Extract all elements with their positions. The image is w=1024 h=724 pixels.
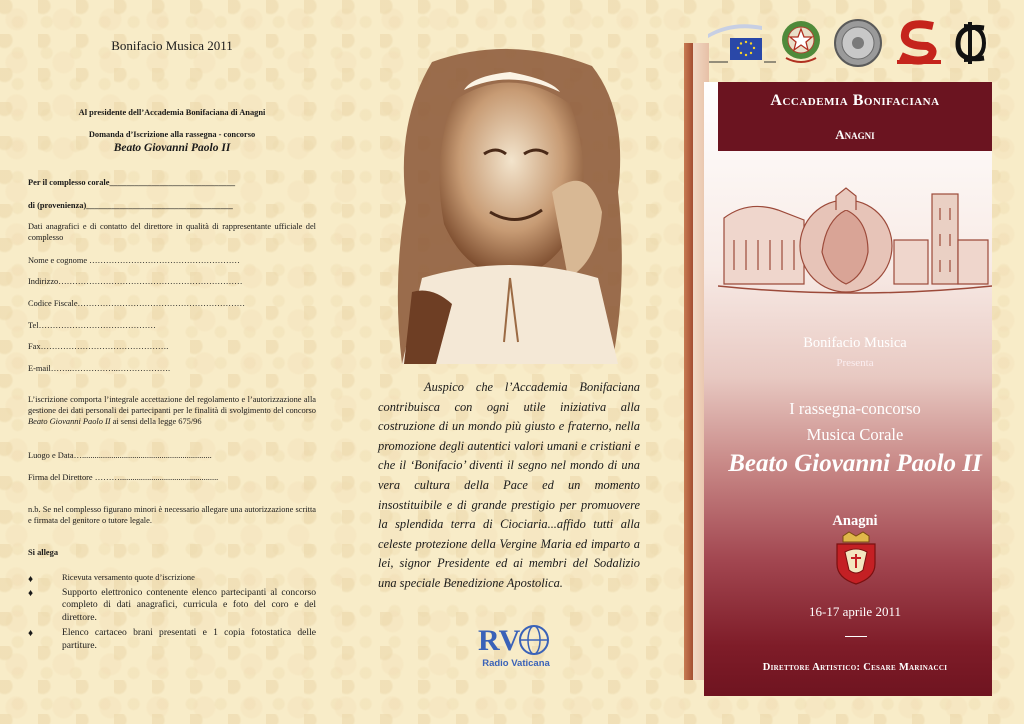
presenter-name: Bonifacio Musica xyxy=(803,335,907,351)
radio-vaticana-logo xyxy=(476,622,556,670)
addressee-line: Al presidente dell’Accademia Bonifaciana di Anagni xyxy=(78,108,266,117)
consent-text xyxy=(28,395,316,428)
red-s-logo-icon xyxy=(893,18,945,68)
director-intro: Dati anagrafici e di contatto del direttore in qualità di rappresentante ufficiale del complesso xyxy=(28,222,316,242)
tel-field[interactable]: Tel…………………………………… xyxy=(28,321,156,330)
attachments-title: Si allega xyxy=(28,548,59,557)
academy-title: Accademia Bonifaciana xyxy=(770,92,940,109)
competition-title: Beato Giovanni Paolo II xyxy=(728,450,982,477)
city-label: Anagni xyxy=(832,513,878,529)
choir-field[interactable]: Per il complesso corale______________________________ xyxy=(28,178,236,187)
seal-icon xyxy=(826,18,890,68)
minors-note: n.b. Se nel complesso figurano minori è necessario allegare una autorizzazione scritta e firmata del genitore o tutore legale. xyxy=(28,505,316,525)
email-field[interactable]: E-mail……..……………..………………. xyxy=(28,364,171,373)
event-dates: 16-17 aprile 2011 xyxy=(809,604,901,619)
place-date-field[interactable]: Luogo e Data….............................................................. xyxy=(28,451,212,460)
diamond-bullet-icon: ♦ xyxy=(28,587,34,599)
monogram-icon xyxy=(950,18,994,68)
registration-form xyxy=(28,0,316,724)
fax-field[interactable]: Fax………………………………………. xyxy=(28,342,169,351)
diamond-bullet-icon: ♦ xyxy=(28,574,34,585)
academy-subtitle: Anagni xyxy=(835,127,875,142)
consent-tail: ai sensi della legge 675/96 xyxy=(110,416,202,426)
competition-kind: Musica Corale xyxy=(806,425,904,444)
list-item: ♦ Ricevuta versamento quote d’iscrizione xyxy=(28,573,195,585)
consent-italic: Beato Giovanni Paolo II xyxy=(28,416,111,426)
pope-portrait-illustration xyxy=(392,42,628,364)
form-header: Bonifacio Musica 2011 xyxy=(111,38,233,53)
diamond-bullet-icon: ♦ xyxy=(28,628,34,640)
eu-flag-icon xyxy=(702,18,778,66)
edition-label: I rassegna-concorso xyxy=(789,399,921,418)
list-item: ♦ Supporto elettronico contenente elenco partecipanti al concorso completo di dati anagrafici, curricula e foto del coro e del direttore. xyxy=(28,586,316,623)
attachments-list xyxy=(28,573,316,655)
radio-logo-text: Radio Vaticana xyxy=(482,658,550,669)
artistic-director: Direttore Artistico: Cesare Marinacci xyxy=(762,662,948,673)
name-field[interactable]: Nome e cognome ……………………………………………… xyxy=(28,256,240,265)
blessing-quote: Auspico che l’Accademia Bonifaciana contribuisca con ogni utile iniziativa alla costruzione di un mondo più giusto e fraterno, nella promozione degli autentici valori umani e cristiani e che il ‘Bonifacio’ diventi il segno nel mondo di una vera cultura della Pace ed un momento insostituibile e di grande prestigio per promuovere la splendida terra di Ciociaria...affido tutti alla celeste protezione della Vergine Maria ed imparto a lei, signor Presidente ed ai membri del Sodalizio una speciale Benedizione Apostolica. xyxy=(378,380,640,590)
italian-republic-emblem-icon xyxy=(778,16,824,66)
presents-label: Presenta xyxy=(836,357,874,369)
tax-code-field[interactable]: Codice Fiscale…………………………………………………… xyxy=(28,299,246,308)
decorative-strip xyxy=(684,43,693,680)
divider xyxy=(845,636,867,637)
address-field[interactable]: Indirizzo………………………………………………………… xyxy=(28,277,243,286)
anagni-city-illustration xyxy=(718,180,992,308)
anagni-coat-of-arms-icon xyxy=(833,530,879,586)
request-title: Beato Giovanni Paolo II xyxy=(113,142,231,154)
signature-field[interactable]: Firma del Direttore ………............................................... xyxy=(28,473,219,482)
request-line: Domanda d’Iscrizione alla rassegna - concorso xyxy=(88,130,256,139)
origin-field[interactable]: di (provenienza)___________________________________ xyxy=(28,201,233,210)
list-item: ♦ Elenco cartaceo brani presentati e 1 copia fotostatica delle partiture. xyxy=(28,627,316,651)
consent-intro: L’iscrizione comporta l’integrale accettazione del regolamento e l’autorizzazione alla gestione dei dati personali dei partecipanti per le finalità di svolgimento del concorso xyxy=(28,395,316,415)
radio-letters: RV xyxy=(478,624,521,657)
